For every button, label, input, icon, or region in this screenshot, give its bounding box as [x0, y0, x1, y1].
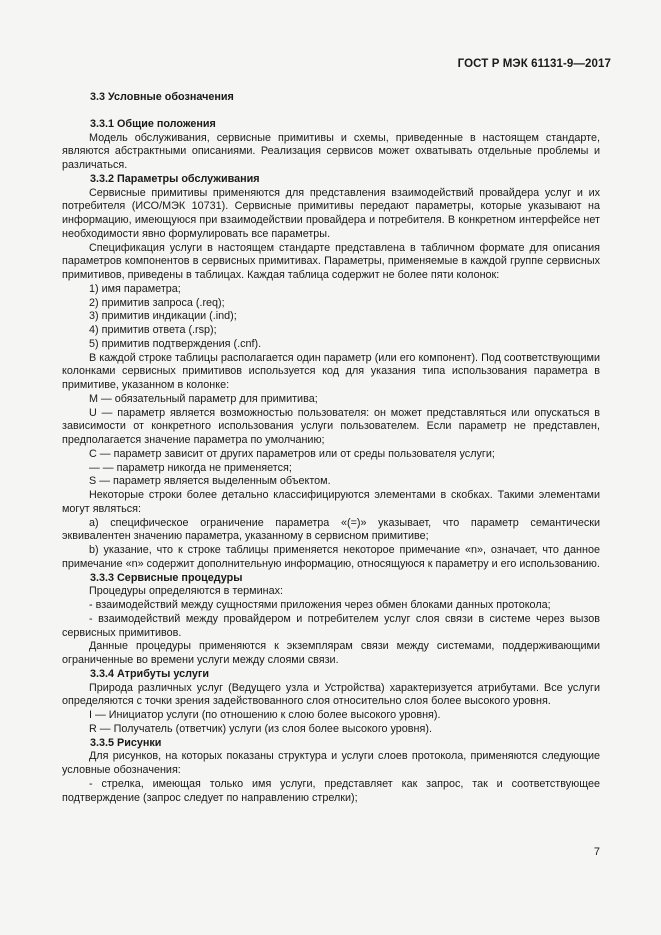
list-item: - стрелка, имеющая только имя услуги, представляет как запрос, так и соответствующее подтверждение (запрос следует по направлению стрелки);: [62, 777, 600, 804]
paragraph: Сервисные примитивы применяются для представления взаимодействий провайдера услуг и их потребителя (ИСО/МЭК 10731). Сервисные примитивы передают параметры, которые указывают на информацию, имеющуюся при взаимодействии провайдера и потребителя. В конкретном интерфейсе нет необходимости явно формулировать все параметры.: [62, 186, 600, 240]
list-item: - взаимодействий между провайдером и потребителем услуг слоя связи в системе через вызов сервисных примитивов.: [62, 612, 600, 639]
list-item: S — параметр является выделенным объектом.: [89, 475, 331, 488]
list-item: I — Инициатор услуги (по отношению к слою более высокого уровня).: [89, 709, 441, 721]
list-item: - взаимодействий между сущностями приложения через обмен блоками данных протокола;: [89, 599, 551, 611]
subsection-title-3-3-3: 3.3.3 Сервисные процедуры: [90, 571, 243, 584]
list-item: R — Получатель (ответчик) услуги (из слоя более высокого уровня).: [89, 722, 432, 735]
paragraph: Данные процедуры применяются к экземплярам связи между системами, поддерживающими ограниченные во времени услуги между слоями связи.: [62, 640, 600, 666]
list-item: 2) примитив запроса (.req);: [89, 296, 225, 309]
subsection-title-3-3-5: 3.3.5 Рисунки: [90, 736, 162, 749]
page-number: 7: [593, 846, 600, 858]
paragraph: Спецификация услуги в настоящем стандарте представлена в табличном формате для описания параметров компонентов в сервисных примитивах. Параметры, применяемые в каждой группе сервисных примитивов, приведены в таблицах. Каждая таблица содержит не более пяти колонок:: [62, 241, 600, 281]
section-title-3-3: 3.3 Условные обозначения: [90, 91, 234, 103]
list-item: 5) примитив подтверждения (.cnf).: [89, 337, 262, 350]
list-item: b) указание, что к строке таблицы применяется некоторое примечание «n», означает, что данное примечание «n» содержит дополнительную информацию, относящуюся к параметру и его использованию.: [62, 544, 600, 570]
list-item: С — параметр зависит от других параметров или от среды пользователя услуги;: [89, 447, 495, 460]
subsection-title-3-3-2: 3.3.2 Параметры обслуживания: [90, 172, 260, 185]
list-item: 3) примитив индикации (.ind);: [89, 310, 237, 323]
list-item: 4) примитив ответа (.rsp);: [89, 324, 217, 336]
list-item: 1) имя параметра;: [89, 282, 181, 295]
paragraph: Некоторые строки более детально классифицируются элементами в скобках. Такими элементами могут являться:: [62, 489, 600, 515]
page-content: [62, 91, 600, 805]
standard-header: ГОСТ Р МЭК 61131-9—2017: [457, 58, 611, 70]
paragraph: Для рисунков, на которых показаны структура и услуги слоев протокола, применяются следующие условные обозначения:: [62, 750, 600, 776]
list-item: а) специфическое ограничение параметра «(=)» указывает, что параметр семантически эквивалентен значению параметра, указанному в сервисном примитиве;: [62, 516, 600, 543]
subsection-title-3-3-4: 3.3.4 Атрибуты услуги: [90, 667, 209, 680]
paragraph: Природа различных услуг (Ведущего узла и Устройства) характеризуется атрибутами. Все услуги определяются с точки зрения задействованного слоя относительно слоя более высокого уровня.: [62, 681, 600, 708]
paragraph: Процедуры определяются в терминах:: [89, 585, 283, 598]
list-item: — — параметр никогда не применяется;: [89, 461, 292, 474]
paragraph: Модель обслуживания, сервисные примитивы и схемы, приведенные в настоящем стандарте, являются абстрактными описаниями. Реализация сервисов может охватывать отдельные проблемы и различаться.: [62, 131, 600, 171]
paragraph: В каждой строке таблицы располагается один параметр (или его компонент). Под соответствующими колонками сервисных примитивов используется код для указания типа использования параметра в примитиве, указанном в колонке:: [62, 351, 600, 391]
list-item: М — обязательный параметр для примитива;: [89, 392, 318, 405]
subsection-title-3-3-1: 3.3.1 Общие положения: [90, 117, 216, 130]
list-item: U — параметр является возможностью пользователя: он может представляться или опускаться в зависимости от конкретного использования услуги пользователем. Если параметр не представлен, предполагается значение параметра по умолчанию;: [62, 406, 600, 446]
